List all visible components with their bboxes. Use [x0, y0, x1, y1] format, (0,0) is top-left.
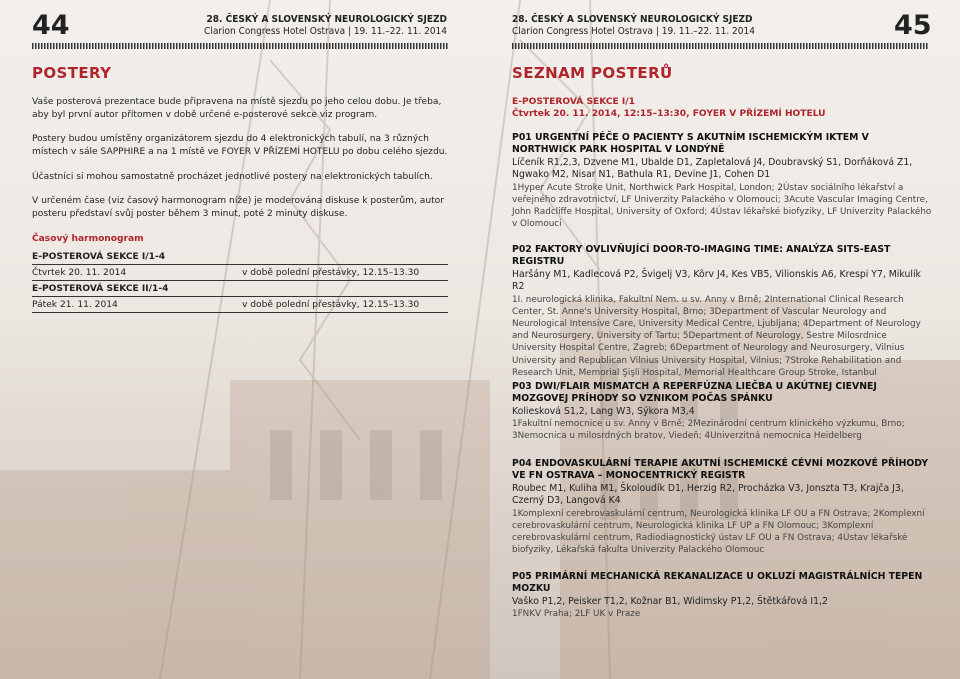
- poster-affiliations: 1FNKV Praha; 2LF UK v Praze: [512, 609, 641, 620]
- poster-entry: [512, 458, 932, 556]
- page-number: 45: [894, 10, 932, 41]
- poster-authors: Líčeník R1,2,3, Dzvene M1, Ubalde D1, Zapletalová J4, Doubravský S1, Dorňáková Z1, Ngwako M2, Nisar N1, Bathula R1, Devine J1, Cohen D1: [512, 156, 913, 181]
- schedule-section-label: E-POSTEROVÁ SEKCE I/1-4: [32, 252, 166, 262]
- section-time: Čtvrtek 20. 11. 2014, 12:15–13:30, FOYER V PŘÍZEMÍ HOTELU: [512, 109, 826, 119]
- poster-title: P04 ENDOVASKULÁRNÍ TERAPIE AKUTNÍ ISCHEMICKÉ CÉVNÍ MOZKOVÉ PŘÍHODY VE FN OSTRAVA – MONOCENTRICKÝ REGISTR: [512, 458, 929, 482]
- poster-affiliations: 1Komplexní cerebrovaskulární centrum, Neurologická klinika LF OU a FN Ostrava; 2Komplexní cerebrovaskulární centrum, Neurologická klinika LF UP a FN Olomouc; 3Komplexní cerebrovaskulární centrum, Radiodiagnostický ústav LF OU a FN Ostrava; 4Ústav lékařské biofyziky, Lékařská fakulta Univerzity Palackého Olomouc: [512, 508, 925, 556]
- poster-entry: [512, 244, 932, 379]
- poster-title: P02 FAKTORY OVLIVŇUJÍCÍ DOOR-TO-IMAGING TIME: ANALÝZA SITS-EAST REGISTRU: [512, 244, 891, 268]
- browsing-paragraph: Účastníci si mohou samostatně procházet jednotlivé postery na elektronických tabulích.: [32, 172, 433, 182]
- poster-title: P05 PRIMÁRNÍ MECHANICKÁ REKANALIZACE U OKLUZÍ MAGISTRÁLNÍCH TEPEN MOZKU: [512, 571, 923, 595]
- poster-affiliations: 1Hyper Acute Stroke Unit, Northwick Park Hospital, London; 2Ústav sociálního lékařství a veřejného zdravotnictví, LF Univerzity Palackého v Olomouci; 3Acute Vascular Imaging Centre, John Radcliffe Hospital, University of Oxford; 4Ústav lékařské biofyziky, LF Univerzity Palackého v Olomouci: [512, 182, 932, 230]
- schedule-section-row: [32, 281, 448, 297]
- poster-entry: [512, 571, 932, 620]
- poster-title: P01 URGENTNÍ PÉČE O PACIENTY S AKUTNÍM ISCHEMICKÝM IKTEM V NORTHWICK PARK HOSPITAL V LONDÝNĚ: [512, 132, 869, 156]
- schedule-time-row: [32, 265, 448, 281]
- schedule-section-label: E-POSTEROVÁ SEKCE II/1-4: [32, 284, 169, 294]
- header-venue: Clarion Congress Hotel Ostrava | 19. 11.–22. 11. 2014: [204, 26, 447, 37]
- poster-entry: [512, 381, 932, 443]
- header-rule: [512, 43, 928, 49]
- header-event-name: 28. ČESKÝ A SLOVENSKÝ NEUROLOGICKÝ SJEZD: [206, 14, 447, 25]
- schedule-time: v době polední přestávky, 12.15–13.30: [242, 268, 420, 278]
- schedule-table: [32, 249, 448, 313]
- schedule-day: Pátek 21. 11. 2014: [32, 300, 118, 310]
- poster-entry: [512, 132, 932, 230]
- poster-affiliations: 1I. neurologická klinika, Fakultní Nem. u sv. Anny v Brně; 2International Clinical Research Center, St. Anne's University Hospital, Brno; 3Department of Vascular Neurology and Neurological Intensive Care, University Medical Centre, Ljubljana; 4Department of Neurology and Neurosurgery, University of Tartu; 5Department of Neurology, Sestre Milosrdnice University Hospital Centre, Zagreb; 6Department of Neurology and Neurosurgery, Vilnius University and Republican Vilnius University Hospital, Vilnius; 7Stroke Rehabilitation and Research Unit, Memorial Şişli Hospital, Memorial Healthcare Group Stroke, Istanbul: [512, 294, 921, 378]
- schedule-time: v době polední přestávky, 12.15–13.30: [242, 300, 420, 310]
- schedule-heading: Časový harmonogram: [32, 234, 144, 244]
- page-title: SEZNAM POSTERŮ: [512, 64, 673, 82]
- page-title: POSTERY: [32, 64, 112, 82]
- poster-authors: Vaško P1,2, Peisker T1,2, Kožnar B1, Widimsky P1,2, Štětkářová I1,2: [512, 595, 828, 607]
- intro-paragraph: Vaše posterová prezentace bude připravena na místě sjezdu po jeho celou dobu. Je třeba, aby byl první autor přítomen v době určené e-posterové sekce viz program.: [32, 97, 442, 120]
- section-title: E-POSTEROVÁ SEKCE I/1: [512, 97, 635, 107]
- schedule-day: Čtvrtek 20. 11. 2014: [32, 268, 127, 278]
- right-page: [480, 0, 960, 679]
- schedule-section-row: [32, 249, 448, 265]
- placement-paragraph: Postery budou umístěny organizátorem sjezdu do 4 elektronických tabulí, na 3 různých místech v sále SAPPHIRE a na 1 místě ve FOYER V PŘÍZEMÍ HOTELU po dobu celého sjezdu.: [32, 134, 448, 157]
- page-header: [203, 14, 447, 38]
- poster-affiliations: 1Fakultní nemocnice u sv. Anny v Brně; 2Mezinárodní centrum klinického výzkumu, Brno; 3Nemocnica u milosrdných bratov, Viedeň; 4Univerzitná nemocnica Heidelberg: [512, 419, 905, 442]
- discussion-paragraph: V určeném čase (viz časový harmonogram níže) je moderována diskuse k posterům, autor posteru představí svůj poster během 3 minut, poté 2 minuty diskuse.: [32, 196, 444, 219]
- poster-authors: Haršány M1, Kadlecová P2, Švigelj V3, Kõrv J4, Kes VB5, Vilionskis A6, Krespi Y7, Mikulík R2: [512, 268, 921, 293]
- poster-title: P03 DWI/FLAIR MISMATCH A REPERFÚZNA LIEČBA U AKÚTNEJ CIEVNEJ MOZGOVEJ PRÍHODY SO VZNIKOM POČAS SPÁNKU: [512, 381, 877, 405]
- header-rule: [32, 43, 448, 49]
- poster-authors: Koliesková S1,2, Lang W3, Sýkora M3,4: [512, 405, 695, 417]
- page-number: 44: [32, 10, 70, 41]
- page-header: [512, 14, 755, 38]
- schedule-time-row: [32, 297, 448, 313]
- poster-authors: Roubec M1, Kuliha M1, Školoudík D1, Herzig R2, Procházka V3, Jonszta T3, Krajča J3, Czerný D3, Langová K4: [512, 482, 904, 507]
- header-venue: Clarion Congress Hotel Ostrava | 19. 11.–22. 11. 2014: [512, 26, 755, 37]
- header-event-name: 28. ČESKÝ A SLOVENSKÝ NEUROLOGICKÝ SJEZD: [512, 14, 753, 25]
